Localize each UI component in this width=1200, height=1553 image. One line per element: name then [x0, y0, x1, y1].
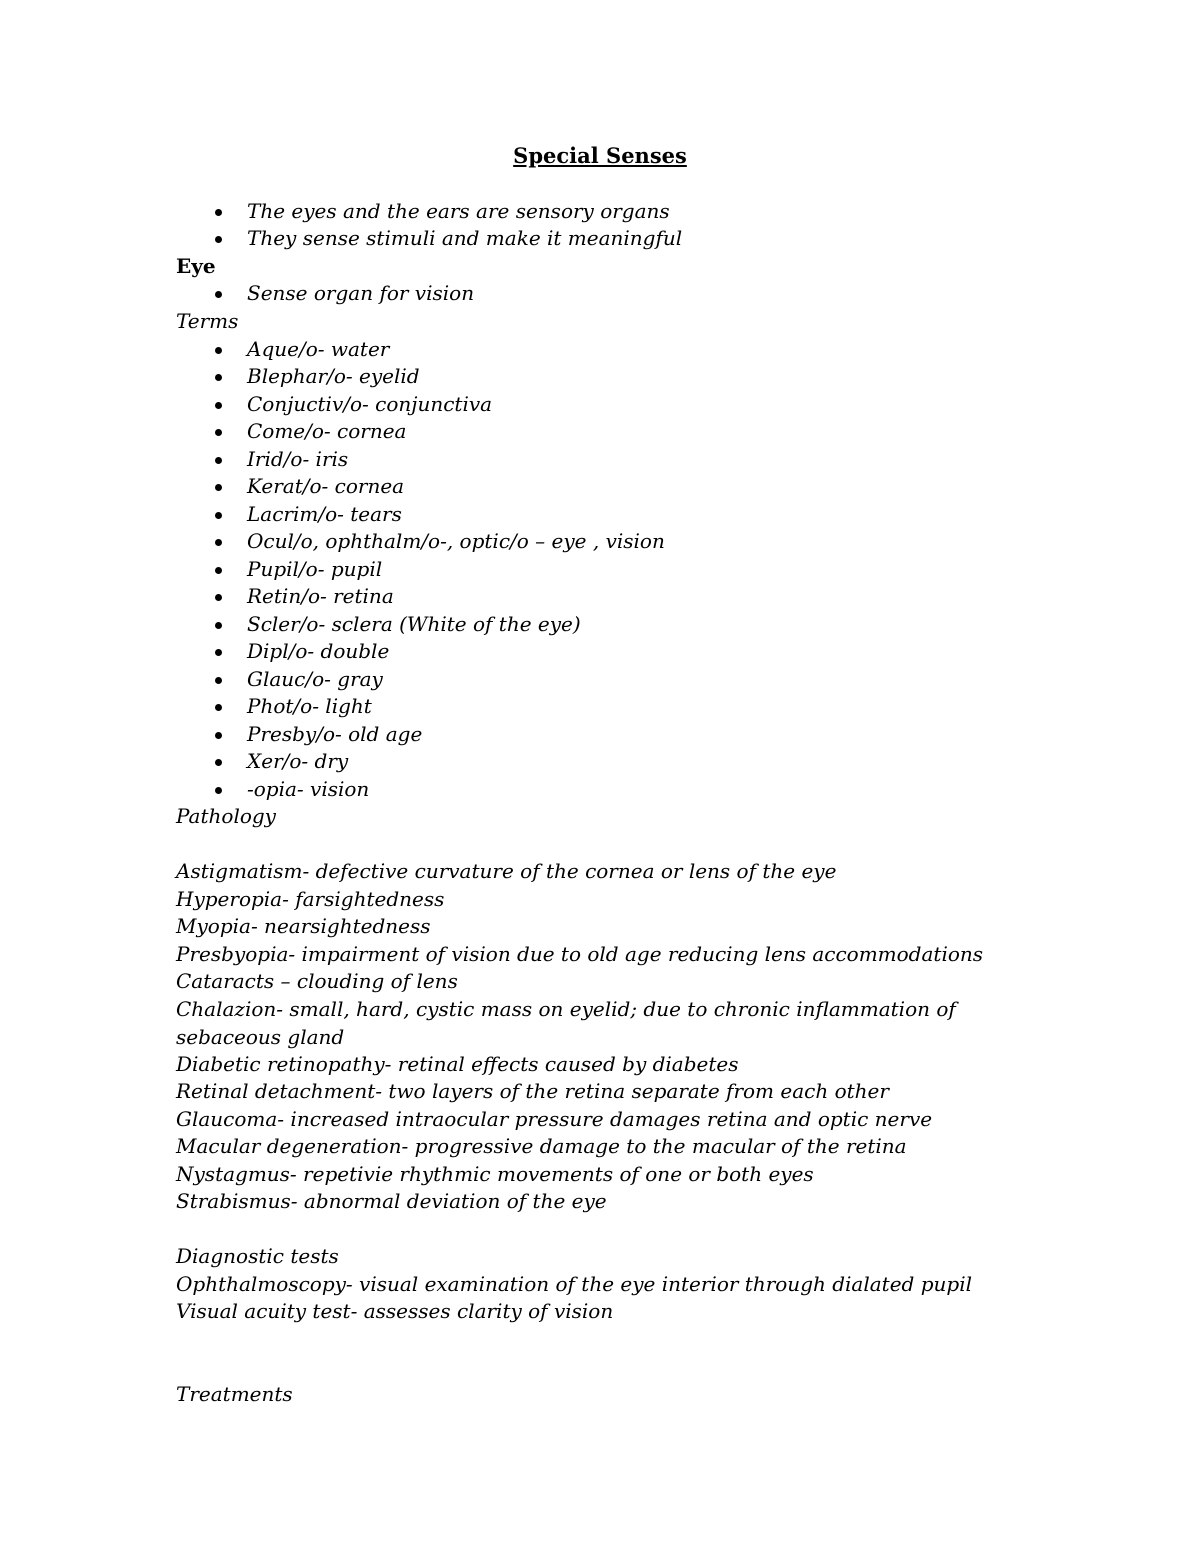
term-item: Presby/o- old age [247, 721, 1200, 748]
pathology-item: Cataracts – clouding of lens [176, 969, 458, 993]
pathology-item: Strabismus- abnormal deviation of the eye [176, 1189, 607, 1213]
term-item: Lacrim/o- tears [247, 501, 1200, 528]
term-item: -opia- vision [247, 776, 1200, 803]
pathology-item: Hyperopia- farsightedness [176, 887, 445, 911]
eye-bullet: Sense organ for vision [247, 280, 1200, 307]
term-item: Pupil/o- pupil [247, 556, 1200, 583]
pathology-item: Glaucoma- increased intraocular pressure damages retina and optic nerve [176, 1107, 933, 1131]
intro-bullet: They sense stimuli and make it meaningful [247, 225, 1200, 252]
term-item: Conjuctiv/o- conjunctiva [247, 391, 1200, 418]
pathology-item: Chalazion- small, hard, cystic mass on eyelid; due to chronic inflammation of sebaceous gland [176, 997, 956, 1049]
term-item: Aque/o- water [247, 336, 1200, 363]
term-item: Ocul/o, ophthalm/o-, optic/o – eye , vision [247, 528, 1200, 555]
pathology-item: Retinal detachment- two layers of the retina separate from each other [176, 1079, 889, 1103]
pathology-item: Presbyopia- impairment of vision due to old age reducing lens accommodations [176, 942, 984, 966]
terms-heading: Terms [176, 309, 239, 333]
term-item: Retin/o- retina [247, 583, 1200, 610]
term-item: Come/o- cornea [247, 418, 1200, 445]
pathology-heading: Pathology [176, 804, 276, 828]
term-item: Glauc/o- gray [247, 666, 1200, 693]
diagnostic-item: Ophthalmoscopy- visual examination of the eye interior through dialated pupil [176, 1272, 972, 1296]
intro-bullet: The eyes and the ears are sensory organs [247, 198, 1200, 225]
pathology-item: Astigmatism- defective curvature of the cornea or lens of the eye [176, 859, 837, 883]
pathology-item: Diabetic retinopathy- retinal effects caused by diabetes [176, 1052, 739, 1076]
pathology-item: Myopia- nearsightedness [176, 914, 431, 938]
eye-heading: Eye [176, 254, 216, 278]
term-item: Phot/o- light [247, 693, 1200, 720]
term-item: Kerat/o- cornea [247, 473, 1200, 500]
diagnostic-item: Visual acuity test- assesses clarity of vision [176, 1299, 614, 1323]
term-item: Blephar/o- eyelid [247, 363, 1200, 390]
term-item: Scler/o- sclera (White of the eye) [247, 611, 1200, 638]
diagnostic-heading: Diagnostic tests [176, 1244, 339, 1268]
pathology-item: Macular degeneration- progressive damage to the macular of the retina [176, 1134, 907, 1158]
pathology-item: Nystagmus- repetivie rhythmic movements of one or both eyes [176, 1162, 814, 1186]
term-item: Dipl/o- double [247, 638, 1200, 665]
term-item: Irid/o- iris [247, 446, 1200, 473]
treatments-heading: Treatments [176, 1382, 293, 1406]
page-title: Special Senses [513, 143, 687, 168]
term-item: Xer/o- dry [247, 748, 1200, 775]
